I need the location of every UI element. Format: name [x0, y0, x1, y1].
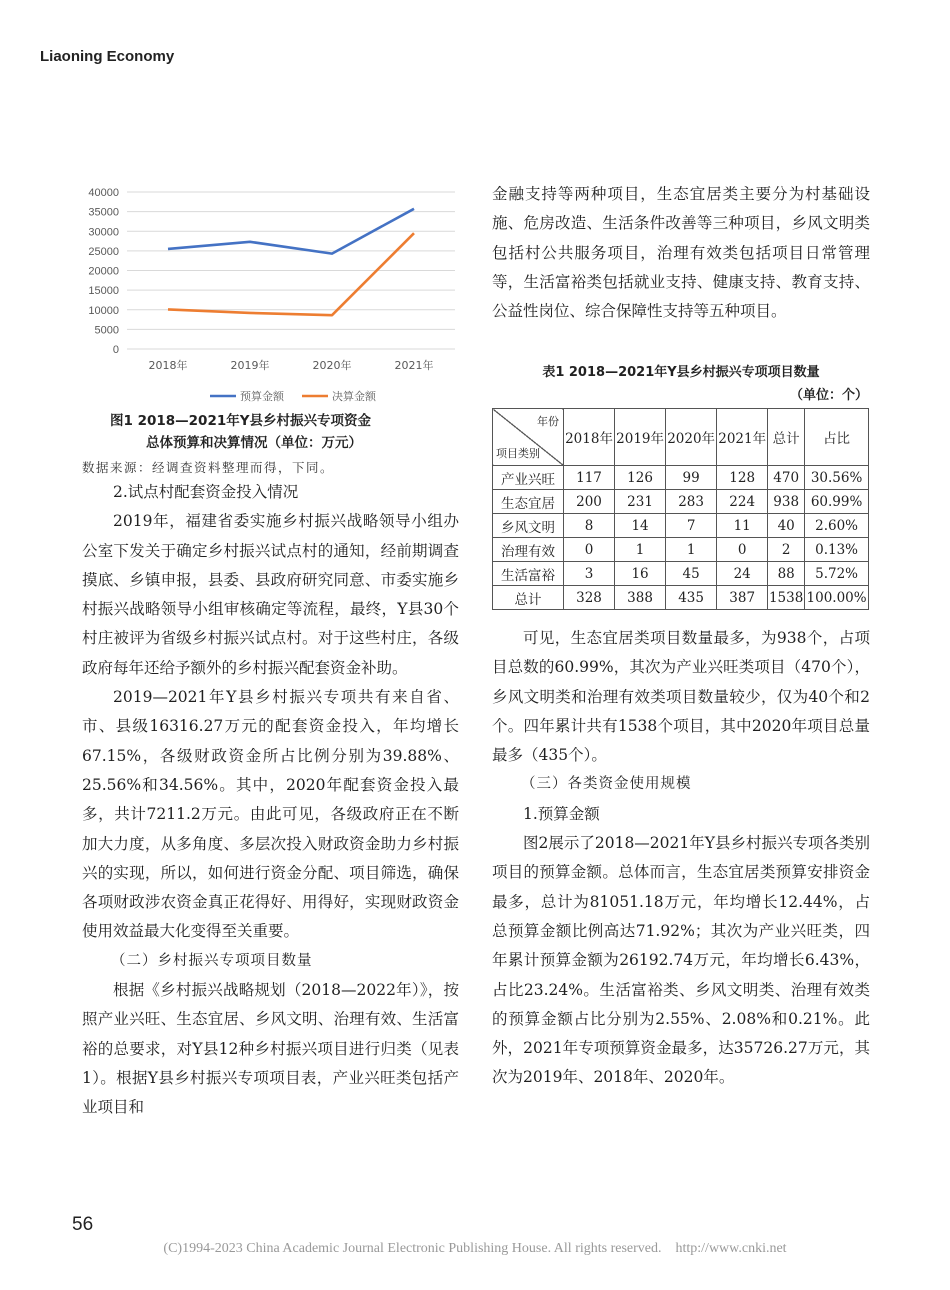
- row-label: 生态宜居: [493, 490, 564, 514]
- figure-caption: [110, 410, 430, 454]
- figure-caption-line1: 图1 2018—2021年Y县乡村振兴专项资金: [110, 413, 372, 429]
- y-tick-label: 5000: [94, 324, 119, 337]
- table-title: 表1 2018—2021年Y县乡村振兴专项项目数量: [542, 365, 820, 380]
- row-label: 乡风文明: [493, 514, 564, 538]
- table-cell: 0.13%: [805, 538, 869, 562]
- x-tick-label: 2018年: [148, 359, 188, 372]
- y-tick-label: 0: [112, 344, 119, 356]
- row-label: 治理有效: [493, 538, 564, 562]
- table-cell: 99: [666, 466, 717, 490]
- y-tick-label: 30000: [88, 226, 119, 239]
- table-cell: 11: [717, 514, 768, 538]
- x-tick-label: 2019年: [230, 359, 270, 372]
- table-cell: 8: [564, 514, 615, 538]
- table-cell: 328: [564, 586, 615, 610]
- page-number: 56: [72, 1214, 94, 1235]
- legend-label: 预算金额: [240, 390, 284, 403]
- y-tick-label: 15000: [88, 285, 119, 298]
- row-label: 产业兴旺: [493, 466, 564, 490]
- table-header: 2018年: [564, 409, 615, 466]
- table-cell: 3: [564, 562, 615, 586]
- table-cell: 40: [768, 514, 805, 538]
- paragraph: 根据《乡村振兴战略规划（2018—2022年）》，按照产业兴旺、生态宜居、乡风文明、治理有效、生活富裕的总要求，对Y县12种乡村振兴项目进行归类（见表1）。根据Y县乡村振兴专项项目表，产业兴旺类包括产业项目和: [82, 981, 459, 1117]
- row-label: 生活富裕: [493, 562, 564, 586]
- project-count-table: [492, 408, 869, 610]
- y-tick-label: 20000: [88, 265, 119, 278]
- data-source-note: 数据来源：经调查资料整理而得，下同。: [82, 460, 335, 475]
- table-header: 2020年: [666, 409, 717, 466]
- y-tick-label: 10000: [88, 304, 119, 317]
- section-heading: （二）乡村振兴专项项目数量: [111, 952, 313, 969]
- table-header: 占比: [805, 409, 869, 466]
- table-cell: 1538: [768, 586, 805, 610]
- y-tick-label: 25000: [88, 245, 119, 258]
- paragraph: 可见，生态宜居类项目数量最多，为938个，占项目总数的60.99%，其次为产业兴旺类项目（470个），乡风文明类和治理有效类项目数量较少，仅为40个和2个。四年累计共有1538个项目，其中2020年项目总量最多（435个）。: [492, 629, 870, 765]
- table-header: 2019年: [615, 409, 666, 466]
- table-row: [493, 514, 869, 538]
- table-row: [493, 562, 869, 586]
- table-cell: 30.56%: [805, 466, 869, 490]
- table-cell: 435: [666, 586, 717, 610]
- table-cell: 45: [666, 562, 717, 586]
- table-cell: 388: [615, 586, 666, 610]
- legend-label: 决算金额: [332, 390, 376, 403]
- row-label: 总计: [493, 586, 564, 610]
- table-cell: 5.72%: [805, 562, 869, 586]
- table-corner-cell: [493, 409, 564, 466]
- table-row: [493, 538, 869, 562]
- table-header: 2021年: [717, 409, 768, 466]
- paragraph: 图2展示了2018—2021年Y县乡村振兴专项各类别项目的预算金额。总体而言，生态宜居类预算安排资金最多，总计为81051.18万元，年均增长12.44%，占总预算金额比例高达71.92%；其次为产业兴旺类，四年累计预算金额为26192.74万元，年均增长6.43%，占比23.24%。生活富裕类、乡风文明类、治理有效类的预算金额占比分别为2.55%、2.08%和0.21%。此外，2021年专项预算资金最多，达35726.27万元，其次为2019年、2018年、2020年。: [492, 834, 870, 1087]
- corner-category-label: 项目类别: [496, 447, 540, 460]
- x-tick-label: 2021年: [394, 359, 434, 372]
- y-tick-label: 40000: [88, 187, 119, 199]
- table-cell: 0: [564, 538, 615, 562]
- table-cell: 470: [768, 466, 805, 490]
- right-column-bottom: [492, 624, 870, 1093]
- table-cell: 0: [717, 538, 768, 562]
- section-heading: 2.试点村配套资金投入情况: [113, 483, 299, 501]
- table-cell: 24: [717, 562, 768, 586]
- table-cell: 100.00%: [805, 586, 869, 610]
- corner-year-label: 年份: [537, 415, 559, 428]
- paragraph: 金融支持等两种项目，生态宜居类主要分为村基础设施、危房改造、生活条件改善等三种项目，乡风文明类包括村公共服务项目，治理有效类包括项目日常管理等，生活富裕类包括就业支持、健康支持、教育支持、公益性岗位、综合保障性支持等五种项目。: [492, 185, 870, 321]
- paragraph: 2019年，福建省委实施乡村振兴战略领导小组办公室下发关于确定乡村振兴试点村的通知，经前期调查摸底、乡镇申报，县委、县政府研究同意、市委实施乡村振兴战略领导小组审核确定等流程，最终，Y县30个村庄被评为省级乡村振兴试点村。对于这些村庄，各级政府每年还给予额外的乡村振兴配套资金补助。: [82, 512, 459, 677]
- table-cell: 117: [564, 466, 615, 490]
- table-cell: 1: [615, 538, 666, 562]
- table-cell: 60.99%: [805, 490, 869, 514]
- table-row: [493, 490, 869, 514]
- table-cell: 224: [717, 490, 768, 514]
- y-tick-label: 35000: [88, 206, 119, 219]
- table-row: [493, 466, 869, 490]
- table-cell: 128: [717, 466, 768, 490]
- table-cell: 938: [768, 490, 805, 514]
- table-cell: 14: [615, 514, 666, 538]
- table-cell: 126: [615, 466, 666, 490]
- table-total-row: [493, 586, 869, 610]
- table-cell: 200: [564, 490, 615, 514]
- figure-caption-line2: 总体预算和决算情况（单位：万元）: [146, 435, 362, 451]
- section-heading: 1.预算金额: [523, 804, 600, 823]
- budget-line-chart: [75, 178, 465, 413]
- table-cell: 231: [615, 490, 666, 514]
- table-cell: 283: [666, 490, 717, 514]
- table-cell: 2.60%: [805, 514, 869, 538]
- x-tick-label: 2020年: [312, 359, 352, 372]
- table-header: 总计: [768, 409, 805, 466]
- table-cell: 387: [717, 586, 768, 610]
- left-column: [82, 478, 459, 1123]
- table-unit: （单位：个）: [789, 388, 868, 403]
- table-cell: 16: [615, 562, 666, 586]
- table-cell: 1: [666, 538, 717, 562]
- table-header-row: [493, 409, 869, 466]
- section-heading: （三）各类资金使用规模: [521, 776, 692, 793]
- paragraph: 2019—2021年Y县乡村振兴专项共有来自省、市、县级16316.27万元的配套资金投入，年均增长67.15%，各级财政资金所占比例分别为39.88%、25.56%和34.56%。其中，2020年配套资金投入最多，共计7211.2万元。由此可见，各级政府正在不断加大力度，从多角度、多层次投入财政资金助力乡村振兴的实现，所以，如何进行资金分配、项目筛选，确保各项财政涉农资金真正花得好、用得好，实现财政资金使用效益最大化变得至关重要。: [82, 688, 459, 941]
- copyright-footer: (C)1994-2023 China Academic Journal Electronic Publishing House. All rights reserved. http://www.cnki.net: [163, 1241, 787, 1256]
- table-cell: 7: [666, 514, 717, 538]
- table-cell: 88: [768, 562, 805, 586]
- table-cell: 2: [768, 538, 805, 562]
- journal-header: Liaoning Economy: [40, 48, 175, 65]
- right-column-top: [492, 180, 870, 326]
